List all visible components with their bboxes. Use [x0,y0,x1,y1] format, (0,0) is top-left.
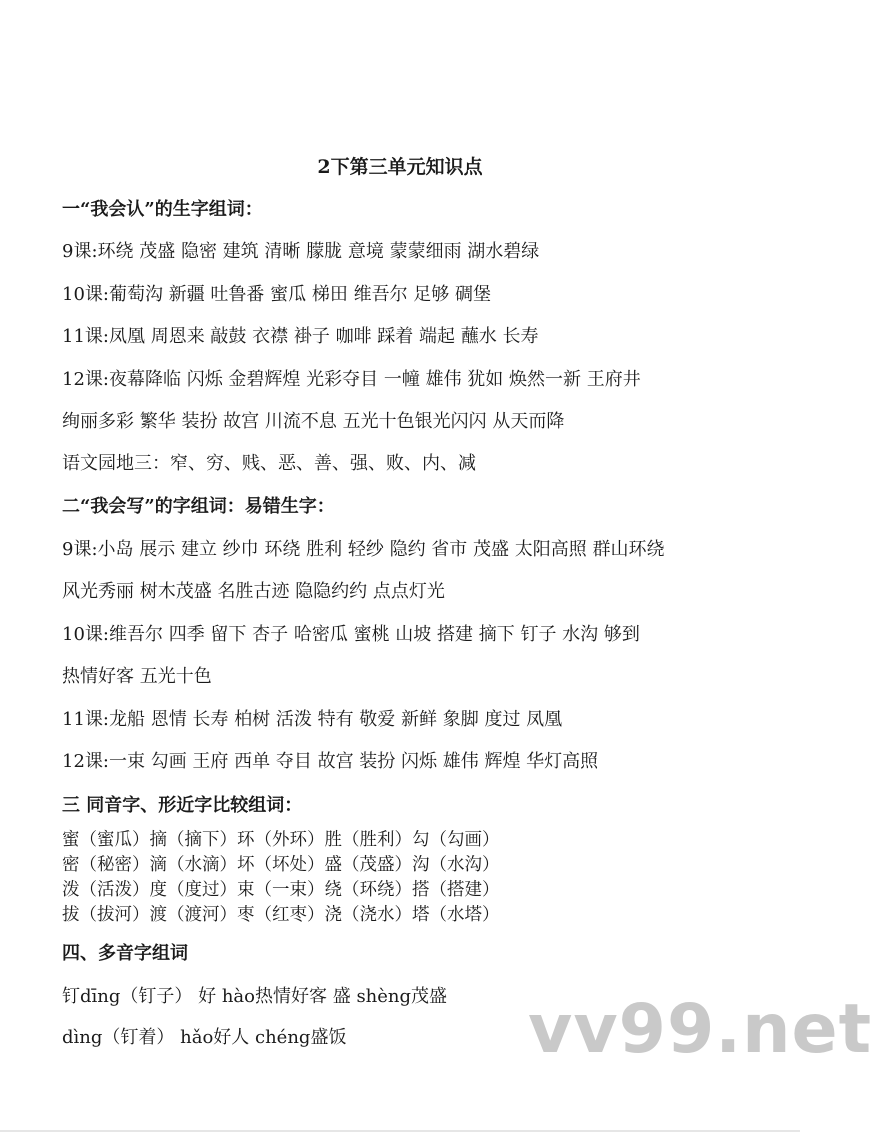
section-1-line-3: 11课:凤凰 周恩来 敲鼓 衣襟 褂子 咖啡 踩着 端起 蘸水 长寿 [62,326,539,347]
section-3-heading: 三 同音字、形近字比较组词： [62,795,303,816]
section-1-line-1: 9课:环绕 茂盛 隐密 建筑 清晰 朦胧 意境 蒙蒙细雨 湖水碧绿 [62,241,540,262]
section-1-line-4: 12课:夜幕降临 闪烁 金碧辉煌 光彩夺目 一幢 雄伟 犹如 焕然一新 王府井 [62,369,641,390]
section-1-line-5: 绚丽多彩 繁华 装扮 故宫 川流不息 五光十色银光闪闪 从天而降 [62,411,565,432]
section-2-line-5: 11课:龙船 恩情 长寿 柏树 活泼 特有 敬爱 新鲜 象脚 度过 凤凰 [62,709,563,730]
section-1-line-6: 语文园地三：窄、穷、贱、恶、善、强、败、内、减 [62,453,476,474]
section-1-heading: 一“我会认”的生字组词： [62,199,263,220]
page-bottom-edge [0,1130,800,1132]
section-4-line-2: dìng（钉着） hǎo好人 chéng盛饭 [62,1027,347,1048]
section-2-line-3: 10课:维吾尔 四季 留下 杏子 哈密瓜 蜜桃 山坡 搭建 摘下 钉子 水沟 够到 [62,624,640,645]
section-2-line-4: 热情好客 五光十色 [62,666,212,687]
section-1-line-2: 10课:葡萄沟 新疆 吐鲁番 蜜瓜 梯田 维吾尔 足够 碉堡 [62,284,492,305]
section-3-row-1: 蜜（蜜瓜）摘（摘下）环（外环）胜（胜利）勾（勾画） [62,830,500,850]
section-3-row-2: 密（秘密）滴（水滴）坏（坏处）盛（茂盛）沟（水沟） [62,855,500,875]
page-title: 2下第三单元知识点 [317,156,483,178]
section-2-line-6: 12课:一束 勾画 王府 西单 夺目 故宫 装扮 闪烁 雄伟 辉煌 华灯高照 [62,751,599,772]
watermark: vv99.net [528,990,872,1069]
section-2-line-1: 9课:小岛 展示 建立 纱巾 环绕 胜利 轻纱 隐约 省市 茂盛 太阳高照 群山环绕 [62,539,665,560]
section-3-row-4: 拔（拔河）渡（渡河）枣（红枣）浇（浇水）塔（水塔） [62,905,500,925]
section-3-row-3: 泼（活泼）度（度过）束（一束）绕（环绕）搭（搭建） [62,880,500,900]
section-4-line-1: 钉dīng（钉子） 好 hào热情好客 盛 shèng茂盛 [62,986,448,1007]
section-2-line-2: 风光秀丽 树木茂盛 名胜古迹 隐隐约约 点点灯光 [62,581,445,602]
section-2-heading: 二“我会写”的字组词：易错生字： [62,496,335,517]
section-4-heading: 四、多音字组词 [62,943,188,964]
